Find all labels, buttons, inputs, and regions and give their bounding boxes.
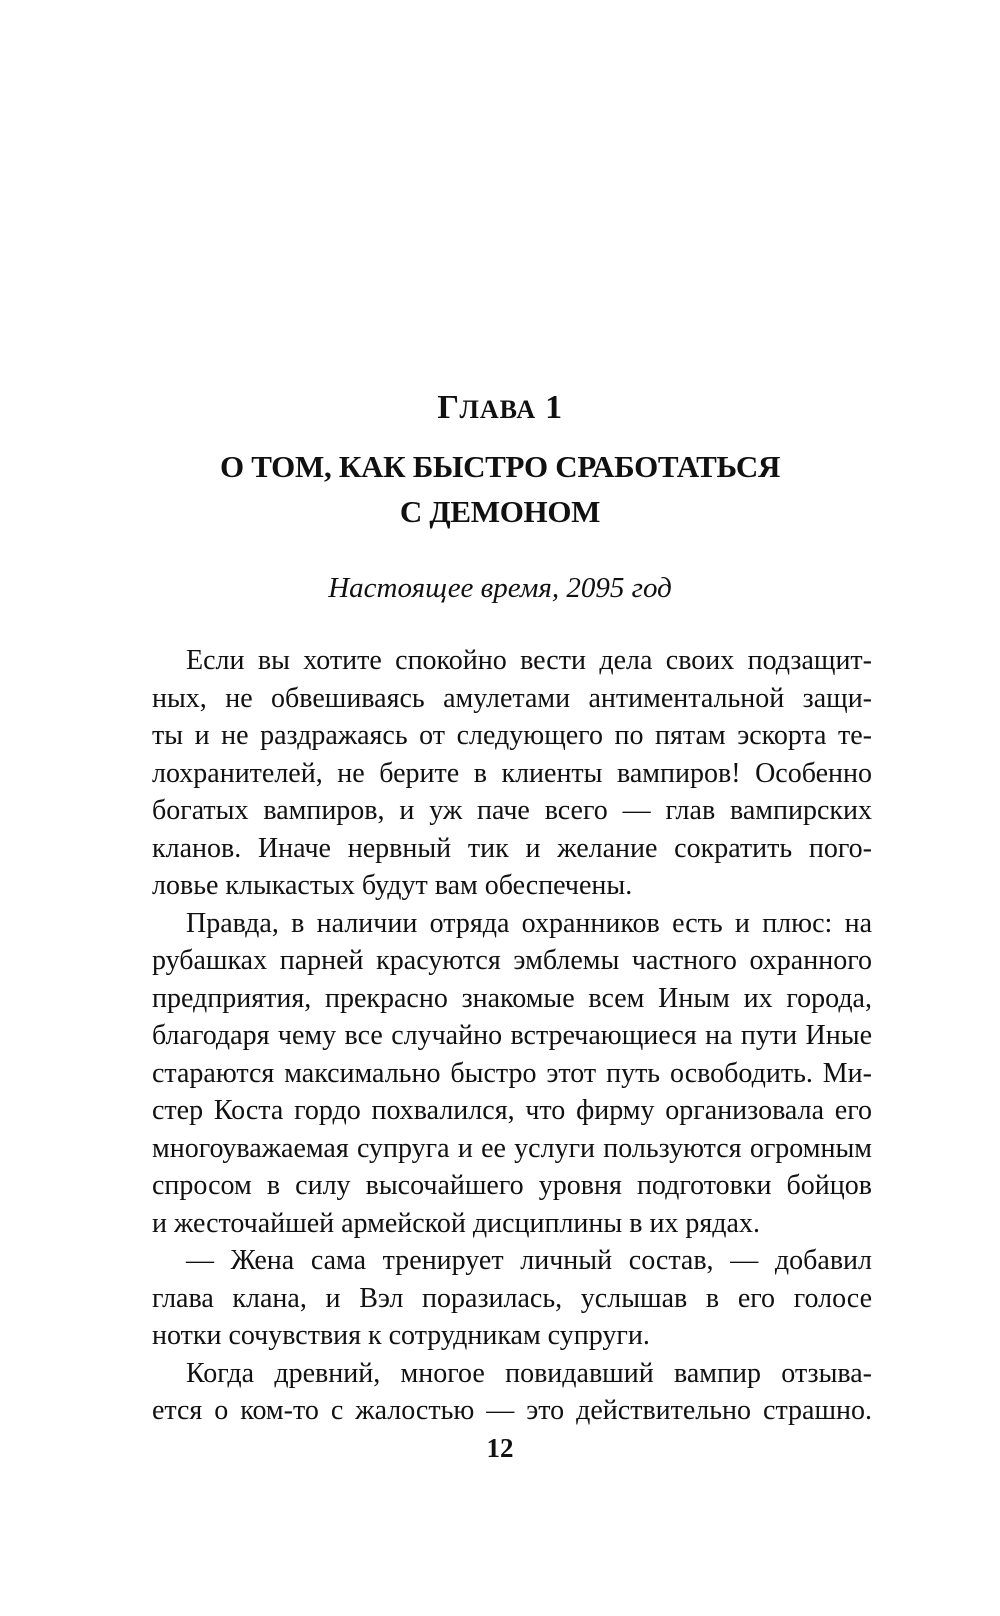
text-line: Правда, в наличии отряда охранников есть и плюс: на xyxy=(186,907,872,939)
text-line: стер Коста гордо похвалился, что фирму организовала его xyxy=(152,1095,872,1126)
text-line: многоуважаемая супруга и ее услуги пользуются огромным xyxy=(152,1132,872,1164)
text-line: — Жена сама тренирует личный состав, — добавил xyxy=(186,1245,872,1276)
text-line: глава клана, и Вэл поразилась, услышав в его голосе xyxy=(152,1282,872,1314)
chapter-title-line: О ТОМ, КАК БЫСТРО СРАБОТАТЬСЯ xyxy=(219,449,781,484)
epigraph: Настоящее время, 2095 год xyxy=(328,572,672,604)
text-line: ных, не обвешиваясь амулетами антиментальной защи- xyxy=(152,682,872,714)
text-line: ется о ком-то с жалостью — это действительно страшно. xyxy=(152,1395,872,1426)
text-line: ты и не раздражаясь от следующего по пятам эскорта те- xyxy=(152,720,872,751)
text-line: Если вы хотите спокойно вести дела своих подзащит- xyxy=(186,645,872,676)
chapter-title-line: С ДЕМОНОМ xyxy=(399,494,601,529)
text-line: богатых вампиров, и уж паче всего — глав вампирских xyxy=(152,795,872,826)
text-line: стараются максимально быстро этот путь освободить. Ми- xyxy=(152,1057,872,1089)
page-number: 12 xyxy=(486,1433,514,1463)
chapter-number: 1 xyxy=(545,389,563,426)
text-line: лохранителей, не берите в клиенты вампиров! Особенно xyxy=(152,757,872,789)
text-line: благодаря чему все случайно встречающиеся на пути Иные xyxy=(152,1020,872,1051)
chapter-label xyxy=(0,388,1000,430)
chapter-label-word: ЛАВА xyxy=(459,395,537,424)
text-line: нотки сочувствия к сотрудникам супруги. xyxy=(152,1320,650,1351)
chapter-title xyxy=(0,444,1000,534)
text-line: Когда древний, многое повидавший вампир отзыва- xyxy=(186,1357,872,1389)
text-line: рубашках парней красуются эмблемы частного охранного xyxy=(152,945,872,976)
text-line: и жесточайшей армейской дисциплины в их рядах. xyxy=(152,1207,760,1239)
text-line: спросом в силу высочайшего уровня подготовки бойцов xyxy=(152,1170,872,1201)
text-line: предприятия, прекрасно знакомые всем Иным их города, xyxy=(152,982,872,1014)
chapter-label-initial: Г xyxy=(437,389,460,426)
text-line: кланов. Иначе нервный тик и желание сократить пого- xyxy=(152,832,872,864)
text-line: ловье клыкастых будут вам обеспечены. xyxy=(152,870,633,901)
body-text xyxy=(152,642,872,1430)
